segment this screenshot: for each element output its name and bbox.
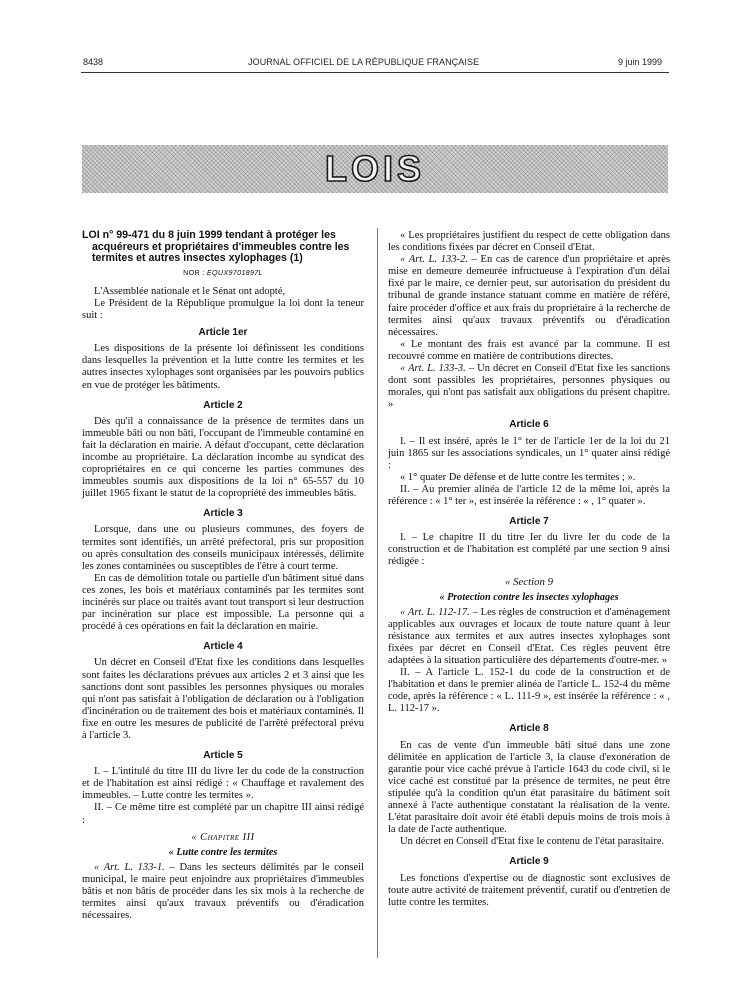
article-paragraph: « Le montant des frais est avancé par la commune. Il est recouvré comme en matière de contributions directes. [388,338,670,362]
code-article-text: – En cas de carence d'un propriétaire et après mise en demeure demeurée infructueuse à l'expiration d'un délai fixé par le maire, ce dernier peut, sur autorisation du président du tribunal de grande instance statuant comme en matière de référé, faire procéder d'office et aux frais du propriétaire à la recherche de termites ainsi qu'aux travaux préventifs ou d'éradication nécessaires. [388,254,670,338]
article-heading: Article 3 [203,508,243,520]
journal-title: JOURNAL OFFICIEL DE LA RÉPUBLIQUE FRANÇAISE [248,57,480,67]
law-title: LOI n° 99-471 du 8 juin 1999 tendant à protéger les acquéreurs et propriétaires d'immeubles contre les termites et autres insectes xylophages (1) [82,229,350,265]
header-rule [81,72,669,73]
article-paragraph: Dès qu'il a connaissance de la présence de termites dans un immeuble bâti ou non bâti, l'occupant de l'immeuble contaminé en fait la déclaration en mairie. A défaut d'occupant, cette déclaration incombe au propriétaire. La déclaration incombe au syndicat des copropriétaires en ce qui concerne les parties communes des immeubles soumis aux dispositions de la loi n° 65-557 du 10 juillet 1965 fixant le statut de la copropriété des immeubles bâtis. [82,415,364,500]
article-paragraph: Les dispositions de la présente loi définissent les conditions dans lesquelles la prévention et la lutte contre les termites et les autres insectes xylophages sont organisées par les pouvoirs publics en vue de protéger les bâtiments. [82,343,364,391]
article-heading: Article 1er [198,327,248,339]
article-paragraph: II. – Ce même titre est complété par un chapitre III ainsi rédigé : [82,802,364,826]
article-paragraph: « Les propriétaires justifient du respect de cette obligation dans les conditions fixées par décret en Conseil d'Etat. [388,230,670,254]
article-paragraph [388,607,670,667]
article-paragraph: « 1° quater De défense et de lutte contre les termites ; ». [400,471,636,483]
nor-label: NOR : [183,267,205,277]
page-number: 8438 [83,57,104,67]
issue-date: 9 juin 1999 [618,57,663,67]
article-heading: Article 2 [203,399,243,411]
article-heading: Article 8 [509,723,549,735]
code-article-ref: « Art. L. 133-3. [400,363,466,375]
code-article-ref: « Art. L. 133-2. [400,254,468,266]
banner-title: LOIS [324,148,425,189]
article-paragraph: Lorsque, dans une ou plusieurs communes, des foyers de termites sont identifiés, un arrêté préfectoral, pris sur proposition ou après consultation des conseils municipaux intéressés, délimite les zones contaminées ou susceptibles de l'être à court terme. [82,524,364,572]
intro-paragraph: L'Assemblée nationale et le Sénat ont adopté, [94,285,286,297]
intro-paragraph: Le Président de la République promulgue la loi dont la teneur suit : [82,297,364,322]
article-heading: Article 6 [509,419,549,431]
code-article-text: – Un décret en Conseil d'Etat fixe les sanctions dont sont passibles les propriétaires, personnes physiques ou morales, qui n'ont pas satisfait aux obligations du présent chapitre. » [388,363,670,411]
article-heading: Article 4 [203,641,243,653]
article-paragraph: Les fonctions d'expertise ou de diagnostic sont exclusives de toute autre activité de traitement préventif, curatif ou d'entretien de lutte contre les termites. [388,872,670,908]
article-paragraph: Un décret en Conseil d'Etat fixe les conditions dans lesquelles sont faites les déclarations prévues aux articles 2 et 3 ainsi que les sanctions dont sont passibles les personnes physiques ou morales qui n'ont pas satisfait à l'obligation de déclaration ou à l'obligation d'incinération ou de traitement des bois et matériaux contaminés. Il fixe en outre les mesures de publicité de l'arrêté préfectoral prévu à l'article 3. [82,657,364,741]
article-heading: Article 5 [203,750,243,762]
article-paragraph: I. – L'intitulé du titre III du livre Ier du code de la construction et de l'habitation est ainsi rédigé : « Chauffage et ravalement des immeubles. – Lutte contre les termites ». [82,766,364,802]
article-paragraph [388,254,670,339]
article-paragraph: II. – Au premier alinéa de l'article 12 de la même loi, après la référence : « 1° ter », est insérée la référence : « , 1° quater ». [388,483,670,507]
article-paragraph [82,862,364,922]
left-column [82,230,364,922]
article-paragraph: En cas de vente d'un immeuble bâti situé dans une zone délimitée en application de l'article 3, la clause d'exonération de garantie pour vice caché prévue à l'article 1643 du code civil, si le vice caché est constitué par la présence de termites, ne peut être stipulée qu'à la condition qu'un état parasitaire du bâtiment soit annexé à l'acte authentique constatant la réalisation de la vente. L'état parasitaire doit avoir été établi depuis moins de trois mois à la date de l'acte authentique. [388,739,670,836]
section-subheading: « Protection contre les insectes xylophages [439,591,619,603]
article-heading: Article 9 [509,856,549,868]
nor-reference [82,267,364,279]
code-article-ref: « Art. L. 112-17. [400,606,470,618]
code-article-text: – Les règles de construction et d'aménagement applicables aux ouvrages et locaux de toute nature quant à leur résistance aux termites et aux autres insectes xylophages sont fixées par décret en Conseil d'Etat. Ces règles peuvent être adaptées à la situation particulière des départements d'outre-mer. » [388,606,670,666]
section-banner [82,145,668,193]
section-heading: « Section 9 [505,576,553,589]
column-divider [377,228,378,958]
code-article-text: – Dans les secteurs délimités par le conseil municipal, le maire peut enjoindre aux propriétaires d'immeubles bâtis et non bâtis de procéder dans les six mois à la recherche de termites ainsi qu'aux travaux préventifs ou d'éradication nécessaires. [82,861,364,922]
right-column [388,230,670,909]
article-paragraph: I. – Il est inséré, après le 1° ter de l'article 1er de la loi du 21 juin 1865 sur les associations syndicales, un 1° quater ainsi rédigé : [388,435,670,471]
article-paragraph: I. – Le chapitre II du titre Ier du livre Ier du code de la construction et de l'habitation est complété par une section 9 ainsi rédigée : [388,532,670,568]
article-paragraph [388,363,670,411]
nor-code: EQUX9701897L [206,267,263,277]
article-heading: Article 7 [509,516,549,528]
article-paragraph: En cas de démolition totale ou partielle d'un bâtiment situé dans ces zones, les bois et matériaux contaminés par les termites sont incinérés sur place ou traités avant tout transport si leur destruction par incinération sur place est impossible. La personne qui a procédé à ces opérations en fait la déclaration en mairie. [82,572,364,633]
running-header [0,0,731,67]
chapter-heading: « Chapitre III [191,831,255,843]
article-paragraph: II. – A l'article L. 152-1 du code de la construction et de l'habitation et dans le premier alinéa de l'article L. 152-4 du même code, après la référence : « L. 111-9 », est insérée la référence : « , L. 112-17 ». [388,667,670,715]
code-article-ref: « Art. L. 133-1. [94,861,165,873]
article-paragraph: Un décret en Conseil d'Etat fixe le contenu de l'état parasitaire. [400,836,665,848]
chapter-subheading: « Lutte contre les termites [168,846,278,858]
